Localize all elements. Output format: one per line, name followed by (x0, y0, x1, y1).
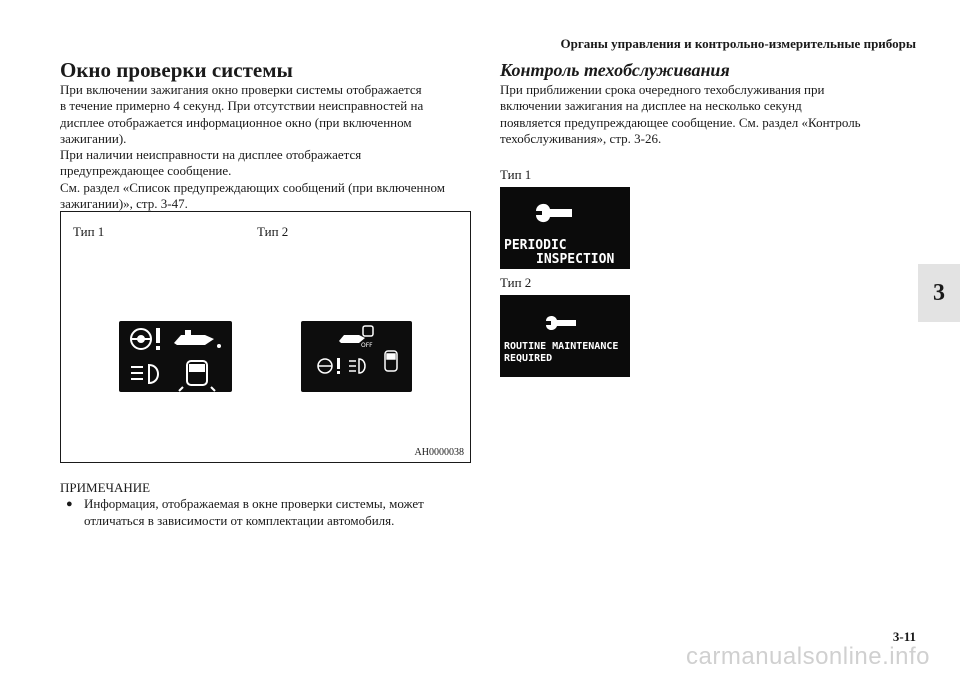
note-line: отличаться в зависимости от комплектации автомобиля. (84, 512, 395, 528)
text-line: При наличии неисправности на дисплее отображается (60, 147, 362, 163)
text-line: зажигании). (60, 130, 127, 146)
steering-warning-icon (318, 359, 332, 373)
text-line: При включении зажигания окно проверки системы отображается (60, 82, 422, 97)
figure-code: AH0000038 (414, 447, 464, 458)
exclamation-icon (337, 358, 340, 374)
type1-display-panel (119, 321, 232, 392)
left-column (60, 58, 480, 212)
note-text (84, 496, 424, 529)
note-title: ПРИМЕЧАНИЕ (60, 480, 151, 495)
periodic-inspection-display (500, 187, 630, 269)
section-heading-system-check: Окно проверки системы (60, 58, 293, 82)
watermark: carmanualsonline.info (686, 643, 930, 670)
steering-warning-icon (131, 329, 151, 349)
text-line: техобслуживания», стр. 3-26. (500, 130, 662, 146)
chapter-tab: 3 (918, 264, 960, 322)
text-line: При приближении срока очередного техобслуживания при (500, 82, 825, 97)
running-header: Органы управления и контрольно-измерительные приборы (560, 36, 916, 51)
note-line: Информация, отображаемая в окне проверки системы, может (84, 496, 424, 512)
system-check-figure (60, 211, 471, 463)
text-line: в течение примерно 4 секунд. При отсутствии неисправностей на (60, 98, 424, 114)
exclamation-icon (156, 328, 160, 350)
type2-display-panel (301, 321, 412, 392)
display-line: PERIODIC (504, 238, 567, 254)
maintenance-paragraph (500, 82, 930, 147)
headlight-leveling-icon (131, 365, 158, 383)
display-line: REQUIRED (504, 353, 553, 365)
parking-sensor-icon (385, 351, 397, 371)
note-bullet (60, 496, 480, 529)
text-line: включении зажигания на дисплее на несколько секунд (500, 98, 802, 114)
text-line: предупреждающее сообщение. (60, 163, 232, 179)
text-line: появляется предупреждающее сообщение. См. раздел «Контроль (500, 114, 861, 130)
section-heading-maintenance: Контроль техобслуживания (500, 60, 730, 80)
display-line: ROUTINE MAINTENANCE (504, 341, 619, 353)
door-open-icon (179, 361, 215, 391)
svg-text:OFF: OFF (361, 342, 373, 349)
figure-type1-label: Тип 1 (73, 224, 105, 239)
maintenance-type2-label: Тип 2 (500, 275, 532, 291)
routine-maintenance-display (500, 295, 630, 377)
figure-type2-label: Тип 2 (257, 224, 289, 239)
text-line: См. раздел «Список предупреждающих сообщений (при включенном (60, 179, 445, 195)
right-column (500, 58, 930, 377)
text-line: дисплее отображается информационное окно (при включенном (60, 114, 412, 130)
type1-warning-icons (119, 321, 232, 392)
maintenance-type1-label: Тип 1 (500, 167, 532, 183)
page-number: 3-11 (892, 629, 916, 644)
wrench-icon (534, 199, 574, 229)
text-line: зажигании)», стр. 3-47. (60, 196, 188, 212)
headlight-leveling-icon (349, 359, 365, 373)
wrench-icon (544, 313, 578, 333)
bullet-icon: ● (66, 498, 73, 511)
system-check-paragraph (60, 82, 480, 212)
display-line: INSPECTION (536, 252, 615, 268)
oil-pressure-icon (174, 330, 221, 348)
type2-warning-icons (301, 321, 412, 392)
note-block (60, 480, 480, 529)
